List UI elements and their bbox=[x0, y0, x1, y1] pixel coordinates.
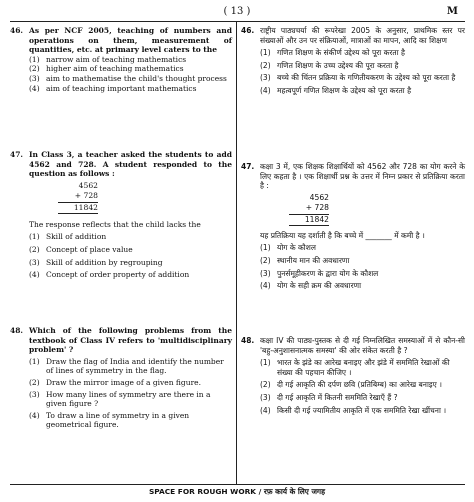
booklet-code: M bbox=[446, 6, 458, 17]
page-header bbox=[0, 4, 474, 20]
addend-1: 4562 bbox=[309, 192, 329, 202]
option-2[interactable]: (2) स्थानीय मान की अवधारणा bbox=[260, 255, 350, 265]
option-4[interactable]: (4) योग के सही क्रम की अवधारणा bbox=[260, 281, 362, 291]
option-1[interactable]: (1) गणित शिक्षण के संकीर्ण उद्देश्य को पूरा करता है bbox=[260, 48, 406, 58]
option-4[interactable]: (4) किसी दी गई ज्यामितीय आकृति में एक सममिति रेखा खींचना । bbox=[260, 405, 447, 415]
sum-result: 11842 bbox=[58, 202, 98, 214]
top-rule bbox=[10, 21, 465, 22]
bottom-rule bbox=[10, 484, 465, 485]
option-1[interactable]: (1) narrow aim of teaching mathematics bbox=[29, 54, 187, 64]
option-4[interactable]: (4) To draw a line of symmetry in a given geometrical figure. bbox=[29, 410, 190, 430]
question-number: 46. bbox=[10, 26, 24, 35]
option-4[interactable]: (4) महत्वपूर्ण गणित शिक्षण के उद्देश्य को पूरा करता है bbox=[260, 85, 412, 95]
addition-working bbox=[58, 181, 98, 214]
question-number: 48. bbox=[10, 326, 24, 335]
question-46-en bbox=[10, 26, 232, 93]
option-1[interactable]: (1) Draw the flag of India and identify the number of lines of symmetry in the flag. bbox=[29, 356, 224, 376]
option-3[interactable]: (3) पुनर्समूहीकरण के द्वारा योग के कौशल bbox=[260, 268, 379, 278]
question-46-hi bbox=[241, 26, 465, 96]
option-4[interactable]: (4) Concept of order property of addition bbox=[29, 270, 190, 280]
question-number: 46. bbox=[241, 26, 255, 35]
question-48-en bbox=[10, 326, 232, 430]
question-47-hi bbox=[241, 162, 465, 291]
addend-2: + 728 bbox=[305, 202, 329, 212]
question-number: 48. bbox=[241, 336, 255, 345]
option-1[interactable]: (1) योग के कौशल bbox=[260, 243, 316, 253]
addition-working bbox=[289, 193, 329, 226]
addend-2: + 728 bbox=[74, 190, 98, 200]
question-47-en bbox=[10, 150, 232, 280]
option-3[interactable]: (3) Skill of addition by regrouping bbox=[29, 257, 163, 267]
option-1[interactable]: (1) भारत के झंडे का आरेख बनाइए और झंडे में सममिति रेखाओं की संख्या की पहचान कीजिए । bbox=[260, 358, 450, 377]
column-divider bbox=[236, 22, 237, 484]
option-3[interactable]: (3) दी गई आकृति में कितनी सममिति रेखाएँ हैं ? bbox=[260, 392, 398, 402]
question-stem: Which of the following problems from the textbook of Class IV refers to 'multidisciplinary problem' ? bbox=[29, 326, 232, 355]
question-stem: राष्ट्रीय पाठ्यचर्या की रूपरेखा 2005 के अनुसार, प्राथमिक स्तर पर संख्याओं और उन पर संक्रियाओं, मात्राओं का मापन, आदि का शिक्षण bbox=[260, 26, 465, 45]
response-line: यह प्रतिक्रिया यह दर्शाती है कि बच्चे में _______ में कमी है । bbox=[260, 230, 425, 240]
question-48-hi bbox=[241, 336, 465, 415]
page-number: ( 13 ) bbox=[223, 6, 251, 17]
option-3[interactable]: (3) aim to mathematise the child's thought process bbox=[29, 73, 227, 83]
option-2[interactable]: (2) Concept of place value bbox=[29, 244, 133, 254]
option-1[interactable]: (1) Skill of addition bbox=[29, 232, 107, 242]
option-3[interactable]: (3) How many lines of symmetry are there in a given figure ? bbox=[29, 389, 211, 409]
question-number: 47. bbox=[10, 150, 24, 159]
option-2[interactable]: (2) higher aim of teaching mathematics bbox=[29, 64, 184, 74]
option-2[interactable]: (2) दी गई आकृति की दर्पण छवि (प्रतिबिम्ब) का आरेख बनाइए । bbox=[260, 380, 442, 390]
option-2[interactable]: (2) Draw the mirror image of a given figure. bbox=[29, 377, 201, 387]
question-stem: कक्षा IV की पाठ्य-पुस्तक से दी गई निम्नलिखित समस्याओं में से कौन-सी 'बहु-अनुशासनात्मक समस्या' की ओर संकेत करती है ? bbox=[260, 336, 465, 355]
response-line: The response reflects that the child lacks the bbox=[29, 219, 201, 229]
addend-1: 4562 bbox=[78, 180, 98, 190]
question-stem: As per NCF 2005, teaching of numbers and operations on them, measurement of quantities, etc. at primary level caters to the bbox=[29, 26, 232, 55]
question-stem: कक्षा 3 में, एक शिक्षक शिक्षार्थियों को 4562 और 728 का योग करने के लिए कहता है । एक शिक्षार्थी प्रश्न के उत्तर में निम्न प्रकार से प्रतिक्रिया करता है : bbox=[260, 162, 465, 191]
option-2[interactable]: (2) गणित शिक्षण के उच्च उद्देश्य की पूरा करता है bbox=[260, 60, 399, 70]
rough-work-footer: SPACE FOR ROUGH WORK / रफ़ कार्य के लिए जगह bbox=[148, 487, 326, 496]
option-4[interactable]: (4) aim of teaching important mathematics bbox=[29, 83, 197, 93]
option-3[interactable]: (3) बच्चे की चिंतन प्रक्रिया के गणितीयकरण के उद्देश्य को पूरा करता है bbox=[260, 73, 456, 83]
question-stem: In Class 3, a teacher asked the students to add 4562 and 728. A student responded to the question as follows : bbox=[29, 150, 232, 179]
sum-result: 11842 bbox=[289, 214, 329, 226]
question-number: 47. bbox=[241, 162, 255, 171]
